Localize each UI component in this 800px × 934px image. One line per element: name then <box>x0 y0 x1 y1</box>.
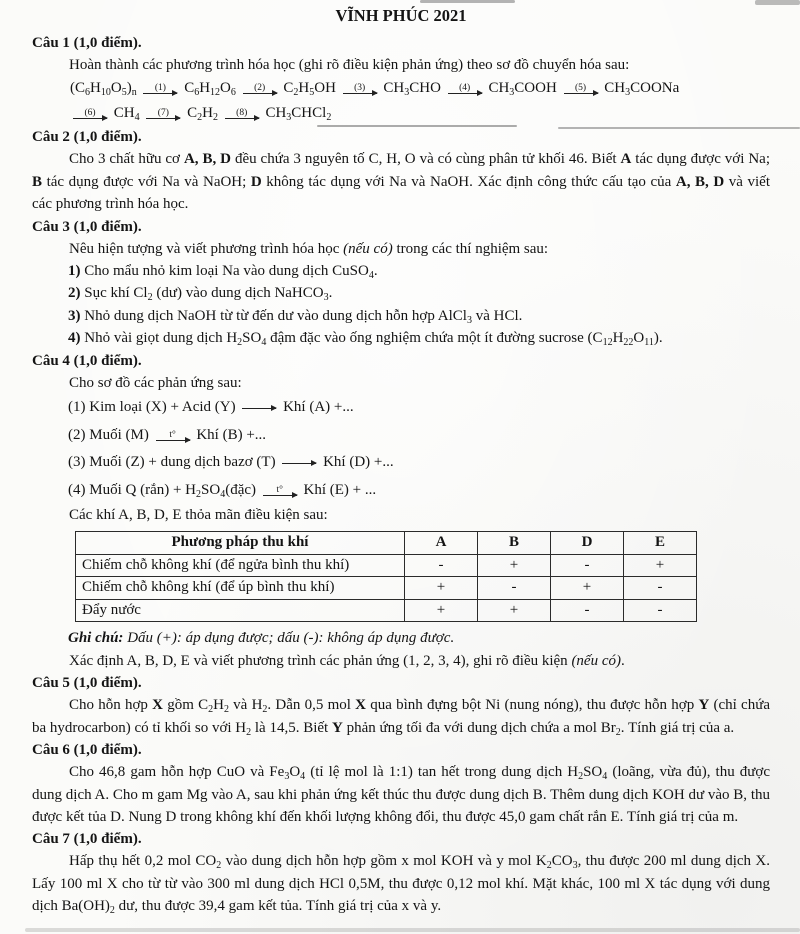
question-3-intro: Nêu hiện tượng và viết phương trình hóa học (nếu có) trong các thí nghiệm sau: <box>69 240 549 257</box>
table-cell: + <box>551 577 624 600</box>
question-4-reaction-4: (4) Muối Q (rắn) + $H_2SO_4(đặc)$ t° Khí (E) + ... <box>68 481 377 500</box>
question-2 <box>32 127 770 215</box>
question-3-item-2: 2) Sục khí $Cl_2$ (dư) vào dung dịch NaHCO$_3$. <box>68 285 333 304</box>
table-cell: + <box>478 554 551 577</box>
table-header-method: Phương pháp thu khí <box>76 532 405 555</box>
question-3-item-4: 4) Nhỏ vài giọt dung dịch $H_2SO_4$ đậm đặc vào ống nghiệm chứa một ít đường sucrose $(C_{12}H_{22}O_{11})$. <box>68 330 663 349</box>
table-header-A: A <box>405 532 478 555</box>
table-cell: + <box>478 599 551 622</box>
question-3-item-3: 3) Nhỏ dung dịch NaOH từ từ đến dư vào dung dịch hỗn hợp AlCl$_3$ và HCl. <box>68 307 523 326</box>
table-cell: + <box>624 554 697 577</box>
table-header-row <box>76 532 697 555</box>
question-4-heading: Câu 4 (1,0 điểm). <box>32 352 142 369</box>
table-cell: - <box>405 554 478 577</box>
table-cell-method: Đẩy nước <box>76 599 405 622</box>
question-3-items <box>32 260 770 350</box>
table-cell: - <box>551 599 624 622</box>
question-3-heading: Câu 3 (1,0 điểm). <box>32 218 142 235</box>
page-title: VĨNH PHÚC 2021 <box>335 6 467 25</box>
table-cell: - <box>478 577 551 600</box>
question-4-task: Xác định A, B, D, E và viết phương trình các phản ứng (1, 2, 3, 4), ghi rõ điều kiện (nếu có). <box>69 652 625 669</box>
question-6 <box>32 740 770 828</box>
question-4-reaction-3: (3) Muối (Z) + dung dịch bazơ (T) Khí (D) +... <box>68 454 394 471</box>
question-4-legend: Ghi chú: Dấu (+): áp dụng được; dấu (-): không áp dụng được. <box>68 630 455 647</box>
question-2-body: Cho 3 chất hữu cơ A, B, D đều chứa 3 nguyên tố C, H, O và có cùng phân tử khối 46. Biết A tác dụng được với Na; B tác dụng được với Na và NaOH; D không tác dụng với Na và NaOH. Xác định công thức cấu tạo của A, B, D và viết các phương trình hóa học. <box>32 151 771 213</box>
question-3-item-1: 1) Cho mẩu nhỏ kim loại Na vào dung dịch CuSO$_4$. <box>68 263 378 282</box>
table-row <box>76 599 697 622</box>
question-3 <box>32 217 770 350</box>
table-cell: + <box>405 577 478 600</box>
table-cell-method: Chiếm chỗ không khí (để ngửa bình thu khí) <box>76 554 405 577</box>
question-5 <box>32 673 770 739</box>
gas-collection-table <box>75 531 697 622</box>
table-cell-method: Chiếm chỗ không khí (để úp bình thu khí) <box>76 577 405 600</box>
table-header-D: D <box>551 532 624 555</box>
question-1-heading: Câu 1 (1,0 điểm). <box>32 35 142 51</box>
scan-artifact <box>25 928 800 932</box>
question-6-body: Cho 46,8 gam hỗn hợp CuO và $Fe_3O_4$ (tỉ lệ mol là 1:1) tan hết trong dung dịch $H_2SO_4$ (loãng, vừa đủ), thu được dung dịch A. Cho m gam Mg vào A, sau khi phản ứng kết thúc thu được dung dịch B. Thêm dung dịch KOH dư vào B, thu được kết tủa D. Nung D trong không khí đến khối lượng không đổi, thu được 45,0 gam chất rắn E. Tính giá trị của m. <box>32 764 770 825</box>
question-4-reaction-2: (2) Muối (M) t° Khí (B) +... <box>68 426 267 443</box>
table-header-E: E <box>624 532 697 555</box>
question-4-intro: Cho sơ đồ các phản ứng sau: <box>69 374 242 391</box>
table-row <box>76 577 697 600</box>
table-row <box>76 554 697 577</box>
table-header-B: B <box>478 532 551 555</box>
question-1 <box>32 33 770 126</box>
question-2-heading: Câu 2 (1,0 điểm). <box>32 129 142 146</box>
question-7 <box>32 829 770 917</box>
table-cell: - <box>551 554 624 577</box>
question-4 <box>32 351 770 673</box>
table-cell: - <box>624 577 697 600</box>
question-5-body: Cho hỗn hợp X gồm $C_2H_2$ và $H_2$. Dẫn 0,5 mol X qua bình đựng bột Ni (nung nóng), thu được hỗn hợp Y (chỉ chứa ba hydrocarbon) có tỉ khối so với $H_2$ là 14,5. Biết Y phản ứng tối đa với dung dịch chứa a mol $Br_2$. Tính giá trị của a. <box>32 697 771 738</box>
question-1-intro: Hoàn thành các phương trình hóa học (ghi rõ điều kiện phản ứng) theo sơ đồ chuyển hóa sau: <box>69 57 630 73</box>
question-7-body: Hấp thụ hết 0,2 mol $CO_2$ vào dung dịch hỗn hợp gồm x mol KOH và y mol $K_2CO_3$, thu được 200 ml dung dịch X. Lấy 100 ml X cho từ từ vào 300 ml dung dịch HCl 0,5M, thu được 0,12 mol khí. Mặt khác, 100 ml X tác dụng với dung dịch $Ba(OH)_2$ dư, thu được 39,4 gam kết tủa. Tính giá trị của x và y. <box>32 853 770 917</box>
question-1-reaction-chain-line-2: (6) $CH_4$ (7) $C_2H_2$ (8) $CH_3CHCl_2$ <box>70 101 770 126</box>
table-cell: - <box>624 599 697 622</box>
question-4-conditions-intro: Các khí A, B, D, E thỏa mãn điều kiện sau: <box>69 507 328 524</box>
question-1-reaction-chain-line-1: $(C_6H_{10}O_5)_n$ (1) $C_6H_{12}O_6$ (2) $C_2H_5OH$ (3) $CH_3CHO$ (4) $CH_3COOH$ (5) $CH_3COONa$ <box>70 80 680 99</box>
table-cell: + <box>405 599 478 622</box>
question-5-heading: Câu 5 (1,0 điểm). <box>32 675 142 692</box>
question-6-heading: Câu 6 (1,0 điểm). <box>32 742 142 759</box>
question-4-reaction-1: (1) Kim loại (X) + Acid (Y) Khí (A) +... <box>68 399 354 416</box>
question-7-heading: Câu 7 (1,0 điểm). <box>32 831 142 848</box>
